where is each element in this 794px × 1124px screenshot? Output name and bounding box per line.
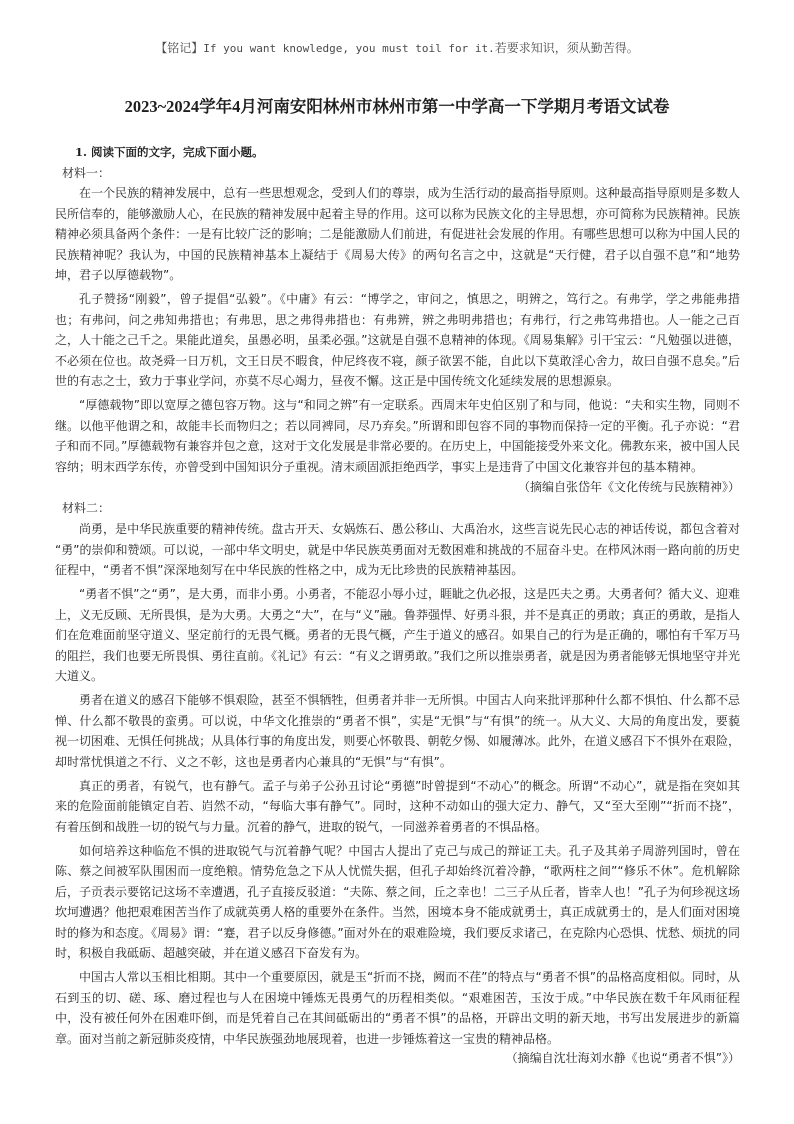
material-paragraph: 尚勇，是中华民族重要的精神传统。盘古开天、女娲炼石、愚公移山、大禹治水，这些言说先民心志的神话传说，都包含着对“勇”的崇仰和赞颂。可以说，一部中华文明史，就是中华民族英勇面对无数困难和挑战的不屈奋斗史。在栉风沐雨一路向前的历史征程中，“勇者不惧”深深地刻写在中华民族的性格之中，成为无比珍贵的民族精神基因。 <box>55 522 740 577</box>
material-paragraph: 真正的勇者，有锐气，也有静气。孟子与弟子公孙丑讨论“勇德”时曾提到“不动心”的概念。所谓“不动心”，就是指在突如其来的危险面前能镇定自若、岿然不动，“每临大事有静气”。同时，这种不动如山的强大定力、静气，又“至大至刚”“折而不挠”，有着压倒和战胜一切的锐气与力量。沉着的静气，进取的锐气，一同滋养着勇者的不惧品格。 <box>55 778 740 834</box>
source-citation: （摘编自张岱年《文化传统与民族精神》） <box>517 480 740 494</box>
material-paragraph: 中国古人常以玉相比相期。其中一个重要原因，就是玉“折而不挠，阙而不荏”的特点与“勇者不惧”的品格高度相似。同时，从石到玉的切、磋、琢、磨过程也与人在困境中锤炼无畏勇气的历程相类似。“艰难困苦，玉汝于成。”中华民族在数千年风雨征程中，没有被任何外在困难吓倒，而是凭着自己在其间砥砺出的“勇者不惧”的品格，开辟出文明的新天地，书写出发展进步的新篇章。面对当前之新冠肺炎疫情，中华民族强劲地展现着，也进一步锤炼着这一宝贵的精神品格。 <box>55 970 740 1046</box>
motto-english: If you want knowledge, you must toil for it. <box>203 42 495 55</box>
material-paragraph: 如何培养这种临危不惧的进取锐气与沉着静气呢？中国古人提出了克己与成己的辩证工夫。孔子及其弟子周游列国时，曾在陈、蔡之间被军队围困而一度绝粮。情势危急之下从人忧慌失据，但孔子却始终沉着冷静，“歌两柱之间”“修乐不休”。危机解除后，子贡表示要铭记这场不幸遭遇，孔子直接反驳道：“夫陈、蔡之间，丘之幸也！二三子从丘者，皆幸人也！”孔子为何珍视这场坎坷遭遇？他把艰难困苦当作了成就英勇人格的重要外在条件。当然，困境本身不能成就勇士，真正成就勇士的，是人们面对困境时的修为和态度。《周易》谓：“蹇，君子以反身修德。”面对外在的艰难险境，我们要反求诸己，在克除内心恐惧、忧愁、烦扰的同时，积极自我砥砺、超越突破，并在道义感召下奋发有为。 <box>55 843 740 960</box>
material-paragraph: “厚德载物”即以宽厚之德包容万物。这与“和同之辨”有一定联系。西周末年史伯区别了和与同，他说：“夫和实生物，同则不继。以他平他谓之和，故能丰长而物归之；若以同裨同，尽乃弃矣。”所谓和即包容不同的事物而保持一定的平衡。孔子亦说：“君子和而不同。”厚德载物有兼容并包之意，这对于文化发展是非常必要的。在历史上，中国能接受外来文化。佛教东来，被中国人民容纳；明末西学东传，亦曾受到中国知识分子重视。清末顽固派拒绝西学，事实上是违背了中国文化兼容并包的基本精神。 <box>55 398 740 474</box>
material-paragraph: 在一个民族的精神发展中，总有一些思想观念，受到人们的尊崇，成为生活行动的最高指导原则。这种最高指导原则是多数人民所信奉的，能够激励人心，在民族的精神发展中起着主导的作用。这可以称为民族文化的主导思想，亦可简称为民族精神。民族精神必须具备两个条件：一是有比较广泛的影响；二是能激励人们前进，有促进社会发展的作用。有哪些思想可以称为中国人民的民族精神呢？我认为，中国的民族精神基本上凝结于《周易大传》的两句名言之中，这就是“天行健，君子以自强不息”和“地势坤，君子以厚德载物”。 <box>55 186 740 282</box>
question-prompt <box>55 142 740 163</box>
motto-header <box>0 41 794 56</box>
reading-content <box>55 142 740 1067</box>
material-paragraph: “勇者不惧”之“勇”，是大勇，而非小勇。小勇者，不能忍小辱小过，睚眦之仇必报，这是匹夫之勇。大勇者何？循大义、迎难上，义无反顾、无所畏惧，是为大勇。大勇之“大”，在与“义”融。鲁莽强悍、好勇斗狠，并不是真正的勇敢；真正的勇敢，是指人们在危难面前坚守道义、坚定前行的无畏气概。勇者的无畏气概，产生于道义的感召。如果自己的行为是正确的，哪怕有千军万马的阻拦，我们也要无所畏惧、勇往直前。《礼记》有云：“有义之谓勇敢。”我们之所以推崇勇者，就是因为勇者能够无惧地坚守并光大道义。 <box>55 587 740 683</box>
source-citation: （摘编自沈壮海刘水静《也说“勇者不惧”》） <box>505 1051 740 1065</box>
material-paragraph: 孔子赞扬“刚毅”，曾子提倡“弘毅”。《中庸》有云：“博学之，审问之，慎思之，明辨之，笃行之。有弗学，学之弗能弗措也；有弗问，问之弗知弗措也；有弗思，思之弗得弗措也：有弗辨，辨之弗明弗措也；有弗行，行之弗笃弗措也。人一能之己百之，人十能之己千之。果能此道矣，虽愚必明，虽柔必强。”这就是自强不息精神的体现。《周易集解》引干宝云：“凡勉强以进德，不必须在位也。故尧舜一日万机，文王日昃不暇食，仲尼终夜不寝，颜子欲罢不能，自此以下莫敢淫心舍力，故曰自强不息矣。”后世的有志之士，致力于事业学问，亦莫不尽心竭力，昼夜不懈。这正是中国传统文化延续发展的思想源泉。 <box>55 292 740 388</box>
material-section-2 <box>55 498 740 1068</box>
material-label: 材料一： <box>62 165 111 180</box>
material-label: 材料二： <box>62 500 111 515</box>
motto-chinese: 若要求知识，须从勤苦得。 <box>494 41 639 55</box>
motto-label: 【铭记】 <box>155 41 204 55</box>
question-instruction: 阅读下面的文字，完成下面小题。 <box>91 145 264 159</box>
material-section-1 <box>55 163 740 498</box>
question-number: 1. <box>75 145 88 159</box>
exam-title: 2023~2024学年4月河南安阳林州市林州市第一中学高一下学期月考语文试卷 <box>124 97 670 116</box>
material-paragraph: 勇者在道义的感召下能够不惧艰险，甚至不惧牺牲，但勇者并非一无所惧。中国古人向来批评那种什么都不惧怕、什么都不忌惮、什么都不敬畏的蛮勇。可以说，中华文化推崇的“勇者不惧”，实是“无惧”与“有惧”的统一。从大义、大局的角度出发，要藐视一切困难、无惧任何挑战；从具体行事的角度出发，则要心怀敬畏、朝乾夕惕、如履薄冰。此外，在道义感召下不惧外在艰险，却时常忧惧道之不行、义之不彰，这也是勇者内心兼具的“无惧”与“有惧”。 <box>55 693 740 769</box>
